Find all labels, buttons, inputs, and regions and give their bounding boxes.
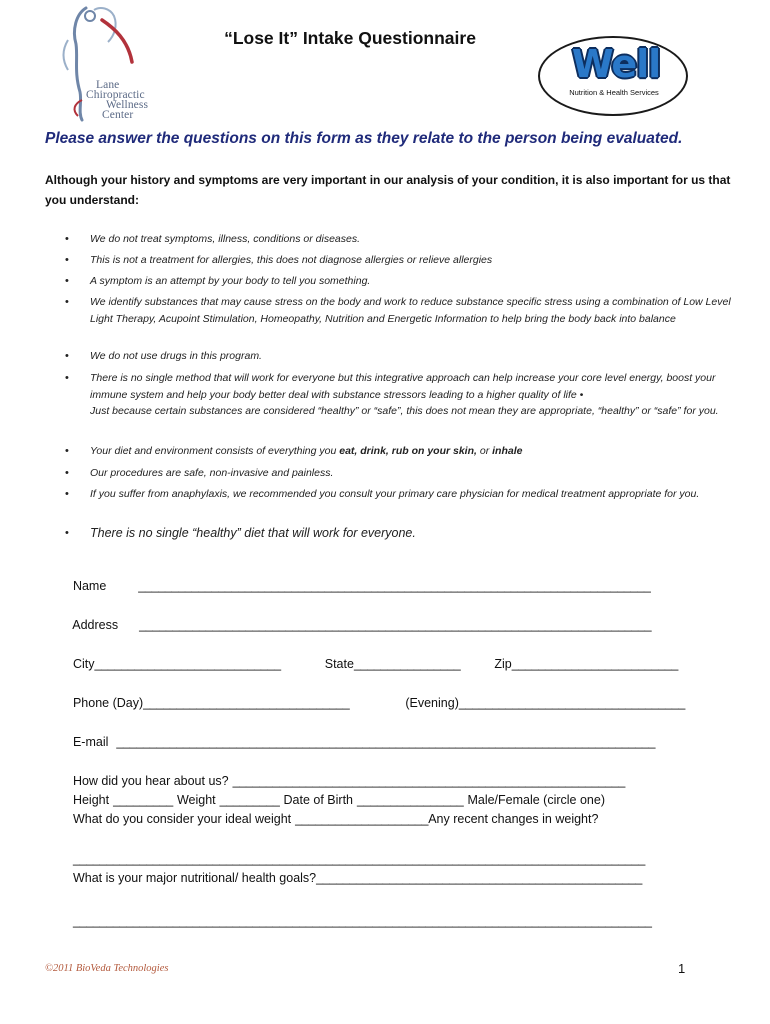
address-field[interactable] [66, 604, 651, 632]
list-item [45, 273, 735, 290]
list-item [45, 525, 735, 543]
list-item-text: If you suffer from anaphylaxis, we recommended you consult your primary care physician for medical treatment appropriate for you. [90, 488, 700, 500]
bullet-dot: • [65, 527, 69, 539]
evening-label: (Evening) [405, 696, 459, 710]
list-item [45, 348, 735, 365]
list-item-text: We identify substances that may cause stress on the body and work to reduce substance specific stress using a combination of Low Level Light Therapy, Acupoint Stimulation, Homeopathy, Nutrition and Energetic Information to help bring the body back into balance [90, 296, 731, 325]
lane-logo-line: Lane [96, 79, 120, 91]
bullet-dot: • [65, 350, 69, 362]
address-label: Address [72, 618, 119, 632]
dob-blank[interactable]: ________________ [357, 793, 464, 807]
email-field[interactable] [66, 721, 655, 749]
list-item [45, 443, 735, 460]
bullet-dot: • [65, 233, 69, 245]
list-item [45, 231, 735, 248]
list-item-text: A symptom is an attempt by your body to tell you something. [90, 275, 371, 287]
dob-label: Date of Birth [283, 793, 354, 807]
list-item [45, 465, 735, 482]
lane-logo-text [84, 80, 174, 120]
recent-changes-blank[interactable]: ______________________________________________________________________________________ [72, 852, 646, 866]
sex-label: Male/Female (circle one) [467, 793, 605, 807]
list-item-text [90, 443, 735, 460]
list-item [45, 252, 735, 269]
list-item-text-part: or [476, 445, 493, 457]
height-blank[interactable]: _________ [113, 793, 173, 807]
well-logo [538, 36, 690, 118]
hear-about-blank[interactable]: ___________________________________________________________ [232, 774, 626, 788]
goals-blank[interactable]: _________________________________________________ [316, 871, 643, 885]
list-item-bold-text: eat, drink, rub on your skin, [339, 445, 477, 457]
list-item-bold-text: inhale [492, 445, 523, 457]
lane-logo-line: Wellness [106, 99, 149, 111]
phone-day-label: Phone (Day) [72, 696, 144, 710]
list-item-text: We do not treat symptoms, illness, conditions or diseases. [90, 233, 361, 245]
lane-logo-line: Chiropractic [86, 89, 145, 101]
page-number: 1 [678, 961, 686, 976]
city-label: City [72, 657, 95, 671]
bullet-dot: • [65, 254, 69, 266]
ideal-weight-label: What do you consider your ideal weight [72, 812, 292, 826]
city-state-zip-row [66, 643, 678, 671]
list-item-text: Our procedures are safe, non-invasive and painless. [90, 467, 334, 479]
name-field[interactable] [66, 565, 651, 593]
instruction-text: Please answer the questions on this form as they relate to the person being evaluated. [45, 130, 683, 147]
list-item-text: This is not a treatment for allergies, this does not diagnose allergies or relieve allergies [90, 254, 493, 266]
weight-label: Weight [176, 793, 216, 807]
document-title: “Lose It” Intake Questionnaire [224, 28, 476, 48]
name-label: Name [72, 579, 107, 593]
phone-row [66, 682, 685, 710]
list-item-text-part: Your diet and environment consists of everything you [90, 445, 340, 457]
bullet-dot: • [65, 296, 69, 308]
address-blank[interactable]: _____________________________________________________________________________ [139, 618, 652, 632]
height-label: Height [72, 793, 110, 807]
hear-about-label: How did you hear about us? [72, 774, 229, 788]
email-label: E-mail [72, 735, 109, 749]
recent-changes-label: Any recent changes in weight? [428, 812, 599, 826]
ideal-weight-blank[interactable]: ____________________ [295, 812, 429, 826]
bullet-dot: • [65, 372, 69, 384]
weight-blank[interactable]: _________ [219, 793, 280, 807]
goals-extra-blank[interactable]: _______________________________________________________________________________________ [72, 914, 652, 928]
goals-label: What is your major nutritional/ health goals? [72, 871, 317, 885]
list-item-text-part: Just because certain substances are considered “healthy” or “safe”, this does not mean they are appropriate, “healthy” or “safe” for you. [90, 405, 719, 417]
goals-blank-line[interactable] [66, 900, 652, 928]
zip-blank[interactable]: _________________________ [511, 657, 679, 671]
bullet-dot: • [65, 275, 69, 287]
city-blank[interactable]: ____________________________ [94, 657, 281, 671]
goals-field[interactable] [66, 857, 642, 885]
list-item-text: There is no single “healthy” diet that will work for everyone. [90, 526, 416, 540]
list-item-text [90, 370, 735, 420]
name-blank[interactable]: _____________________________________________________________________________ [138, 579, 651, 593]
lane-logo-line: Center [102, 109, 134, 121]
bullet-dot: • [65, 467, 69, 479]
state-blank[interactable]: ________________ [353, 657, 461, 671]
email-blank[interactable]: _________________________________________________________________________________ [116, 735, 656, 749]
zip-label: Zip [494, 657, 512, 671]
list-item [45, 294, 735, 344]
list-item [45, 486, 735, 520]
phone-evening-blank[interactable]: __________________________________ [458, 696, 686, 710]
bullet-dot: • [65, 445, 69, 457]
state-label: State [324, 657, 354, 671]
ideal-weight-row [66, 798, 598, 826]
list-item-text-part: There is no single method that will work for everyone but this integrative approach can help increase your core level energy, boost your immune system and help your body better deal with substance stressors leading to a higher quality of life • [90, 372, 716, 401]
copyright-text: ©2011 BioVeda Technologies [45, 963, 169, 974]
list-item [45, 370, 735, 438]
list-item-text: We do not use drugs in this program. [90, 350, 262, 362]
phone-day-blank[interactable]: _______________________________ [143, 696, 350, 710]
logo-tagline: Nutrition & Health Services [569, 88, 659, 97]
intro-paragraph: Although your history and symptoms are very important in our analysis of your condition, it is also important for us that you understand: [45, 173, 731, 207]
bullet-dot: • [65, 488, 69, 500]
lane-chiropractic-logo [38, 0, 170, 124]
logo-word: Well [571, 42, 661, 86]
